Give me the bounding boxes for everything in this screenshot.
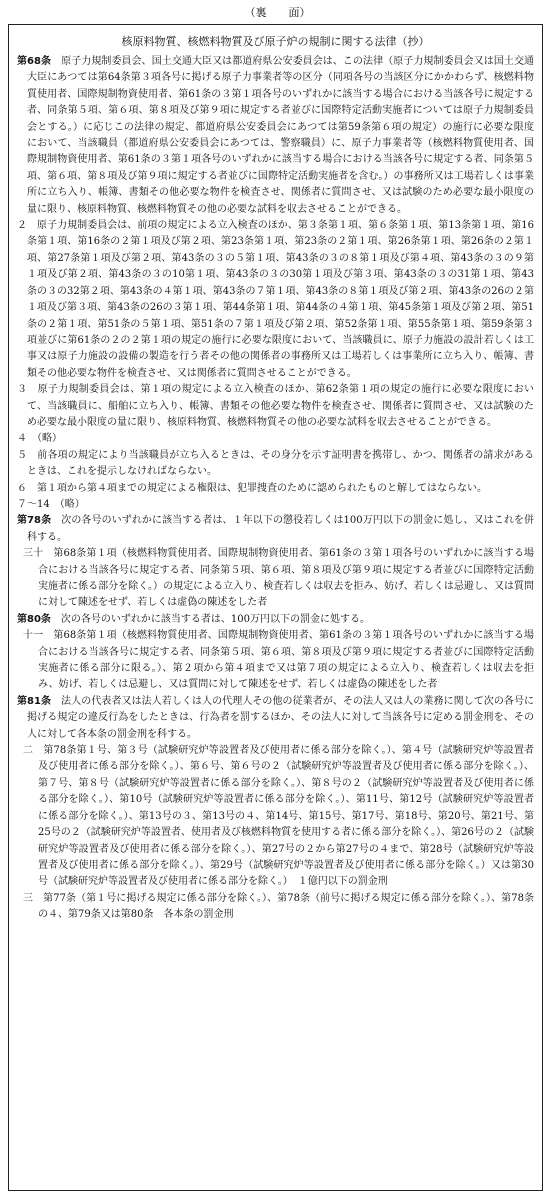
clause-paragraph (17, 382, 534, 431)
paragraph-number: 第68条 (17, 56, 52, 67)
article-paragraph (17, 513, 534, 546)
paragraph-text: 第77条（第１号に掲げる規定に係る部分を除く。）、第78条（前号に掲げる規定に係る部分を除く。）、第78条の４、第79条又は第80条 各本条の罰金刑 (33, 892, 535, 921)
paragraph-number: 第80条 (17, 613, 51, 625)
paragraph-number: 三十 (23, 548, 44, 560)
paragraph-number: 十一 (23, 630, 44, 642)
clause-paragraph (17, 497, 534, 513)
item-paragraph (17, 743, 534, 891)
paragraph-text: 前各項の規定により当該職員が立ち入るときは、その身分を示す証明書を携帯し、かつ、関係者の請求があるときは、これを提示しなければならない。 (27, 449, 534, 478)
item-paragraph (17, 891, 534, 924)
paragraph-text: 第１項から第４項までの規定による権限は、犯罪捜査のために認められたものと解してはならない。 (27, 482, 487, 494)
paragraph-number: 三 (23, 892, 34, 904)
clause-paragraph (17, 218, 534, 382)
paragraph-text: 第68条第１項（核燃料物質使用者、国際規制物資使用者、第61条の３第１項各号のいずれかに該当する場合における当該各号に規定する者、同条第５項、第６項、第８項及び第９項に規定する者並びに国際特定活動実施者に係る部分に限る。）、第２項から第４項まで又は第７項の規定による立入り、検査若しくは収去を拒み、妨げ、若しくは忌避し、又は質問に対して陳述をせず、若しくは虚偽の陳述をした者 (38, 630, 535, 691)
paragraph-text: 原子力規制委員会は、前項の規定による立入検査のほか、第３条第１項、第６条第１項、第13条第１項、第16条第１項、第16条の２第１項及び第２項、第23条第１項、第23条の２第１項、第26条第１項、第26条の２第１項、第27条第１項及び第２項、第43条の３の５第１項、第43条の３の８第１項及び第４項、第43条の３の９第１項及び第２項、第43条の３の10第１項、第43条の３の30第１項及び第３項、第43条の３の31第１項、第43条の３の32第２項、第43条の４第１項、第43条の７第１項、第43条の８第１項及び第２項、第43条の26の２第１項及び第３項、第43条の26の３第１項、第44条第１項、第44条の４第１項、第45条第１項及び第２項、第51条の２第１項、第51条の５第１項、第51条の７第１項及び第２項、第52条第１項、第55条第１項、第59条第３項並びに第61条の２の２第１項の規定の施行に必要な限度において、当該職員に、原子力施設の設計若しくは工事又は原子力施設の設備の製造を行う者その他の関係者の事務所又は工場若しくは事業所に立ち入り、帳簿、書類その他必要な物件を検査させ、又は関係者に質問させることができる。 (27, 220, 534, 379)
paragraph-number: ６ (17, 482, 27, 494)
page-label: （裏 面） (244, 6, 311, 19)
law-excerpt-frame (8, 24, 543, 1191)
clause-paragraph (17, 431, 534, 447)
paragraph-number: 二 (23, 745, 34, 757)
paragraph-text: （略） (27, 433, 62, 445)
paragraph-number: ５ (17, 449, 28, 461)
paragraph-text: 第68条第１項（核燃料物質使用者、国際規制物資使用者、第61条の３第１項各号のいずれかに該当する場合における当該各号に規定する者、同条第５項、第６項、第８項及び第９項に規定する者並びに国際特定活動実施者に係る部分を除く。）の規定による立入り、検査若しくは収去を拒み、妨げ、若しくは忌避し、又は質問に対して陳述をせず、若しくは虚偽の陳述をした者 (38, 548, 535, 609)
paragraph-number: ３ (17, 384, 28, 396)
article-paragraph (17, 612, 534, 628)
clause-paragraph (17, 448, 534, 481)
law-body (17, 54, 534, 924)
paragraph-text: 原子力規制委員会は、第１項の規定による立入検査のほか、第62条第１項の規定の施行に必要な限度において、当該職員に、船舶に立ち入り、帳簿、書類その他必要な物件を検査させ、関係者に質問させ、又は試験のため必要な最小限度の量に限り、核原料物質、核燃料物質その他の必要な試料を収去させることができる。 (27, 384, 534, 428)
paragraph-text: 第78条第１号、第３号（試験研究炉等設置者及び使用者に係る部分を除く。）、第４号（試験研究炉等設置者及び使用者に係る部分を除く。）、第６号、第６号の２（試験研究炉等設置者及び使用者に係る部分を除く。）、第７号、第８号（試験研究炉等設置者に係る部分を除く。）、第８号の２（試験研究炉等設置者及び使用者に係る部分を除く。）、第10号（試験研究炉等設置者に係る部分を除く。）、第11号、第12号（試験研究炉等設置者に係る部分を除く。）、第13号の３、第13号の４、第14号、第15号、第17号、第18号、第20号、第21号、第25号の２（試験研究炉等設置者、使用者及び核燃料物質を使用する者に係る部分を除く。）、第26号の２（試験研究炉等設置者及び使用者に係る部分を除く。）、第27号の２から第27号の４まで、第28号（試験研究炉等設置者及び使用者に係る部分を除く。）、第29号（試験研究炉等設置者及び使用者に係る部分を除く。）又は第30号（試験研究炉等設置者及び使用者に係る部分を除く。） １億円以下の罰金刑 (33, 745, 534, 888)
clause-paragraph (17, 481, 534, 497)
paragraph-number: 第78条 (17, 515, 52, 527)
item-paragraph (17, 546, 534, 612)
paragraph-text: 次の各号のいずれかに該当する者は、１年以下の懲役若しくは100万円以下の罰金に処し、又はこれを併科する。 (27, 515, 534, 543)
paragraph-text: 原子力規制委員会、国土交通大臣又は都道府県公安委員会は、この法律（原子力規制委員会又は国土交通大臣にあつては第64条第３項各号に掲げる原子力事業者等の区分（同項各号の当該区分にかかわらず、核燃料物質使用者、国際規制物資使用者、第61条の３第１項各号のいずれかに該当する場合における当該各号に規定する者、同条第５項、第６項、第８項及び第９項に規定する者並びに国際特定活動実施者については原子力規制委員会とする。）に応じこの法律の規定、都道府県公安委員会にあつては第59条第６項の規定）の施行に必要な限度において、当該職員（都道府県公安委員会にあつては、警察職員）に、原子力事業者等（核燃料物質使用者、国際規制物資使用者、第61条の３第１項各号のいずれかに該当する場合における当該各号に規定する者、同条第５項、第６項、第８項及び第９項に規定する者並びに国際特定活動実施者を含む。）の事務所又は工場若しくは事業所に立ち入り、帳簿、書類その他必要な物件を検査させ、関係者に質問させ、又は試験のため必要な最小限度の量に限り、核原料物質、核燃料物質その他の必要な試料を収去させることができる。 (27, 56, 535, 215)
paragraph-number: ４ (17, 433, 27, 445)
article-paragraph (17, 694, 534, 743)
law-title: 核原料物質、核燃料物質及び原子炉の規制に関する法律（抄） (121, 35, 430, 48)
paragraph-text: 法人の代表者又は法人若しくは人の代理人その他の従業者が、その法人又は人の業務に関して次の各号に掲げる規定の違反行為をしたときは、行為者を罰するほか、その法人に対して当該各号に定める罰金刑を、その人に対して各本条の罰金刑を科する。 (27, 695, 535, 740)
paragraph-number: 第81条 (17, 695, 52, 707)
item-paragraph (17, 628, 534, 694)
paragraph-text: 次の各号のいずれかに該当する者は、100万円以下の罰金に処する。 (50, 613, 371, 625)
article-paragraph (17, 54, 534, 218)
paragraph-text: ７～14 （略） (17, 498, 85, 510)
paragraph-number: ２ (17, 220, 28, 232)
